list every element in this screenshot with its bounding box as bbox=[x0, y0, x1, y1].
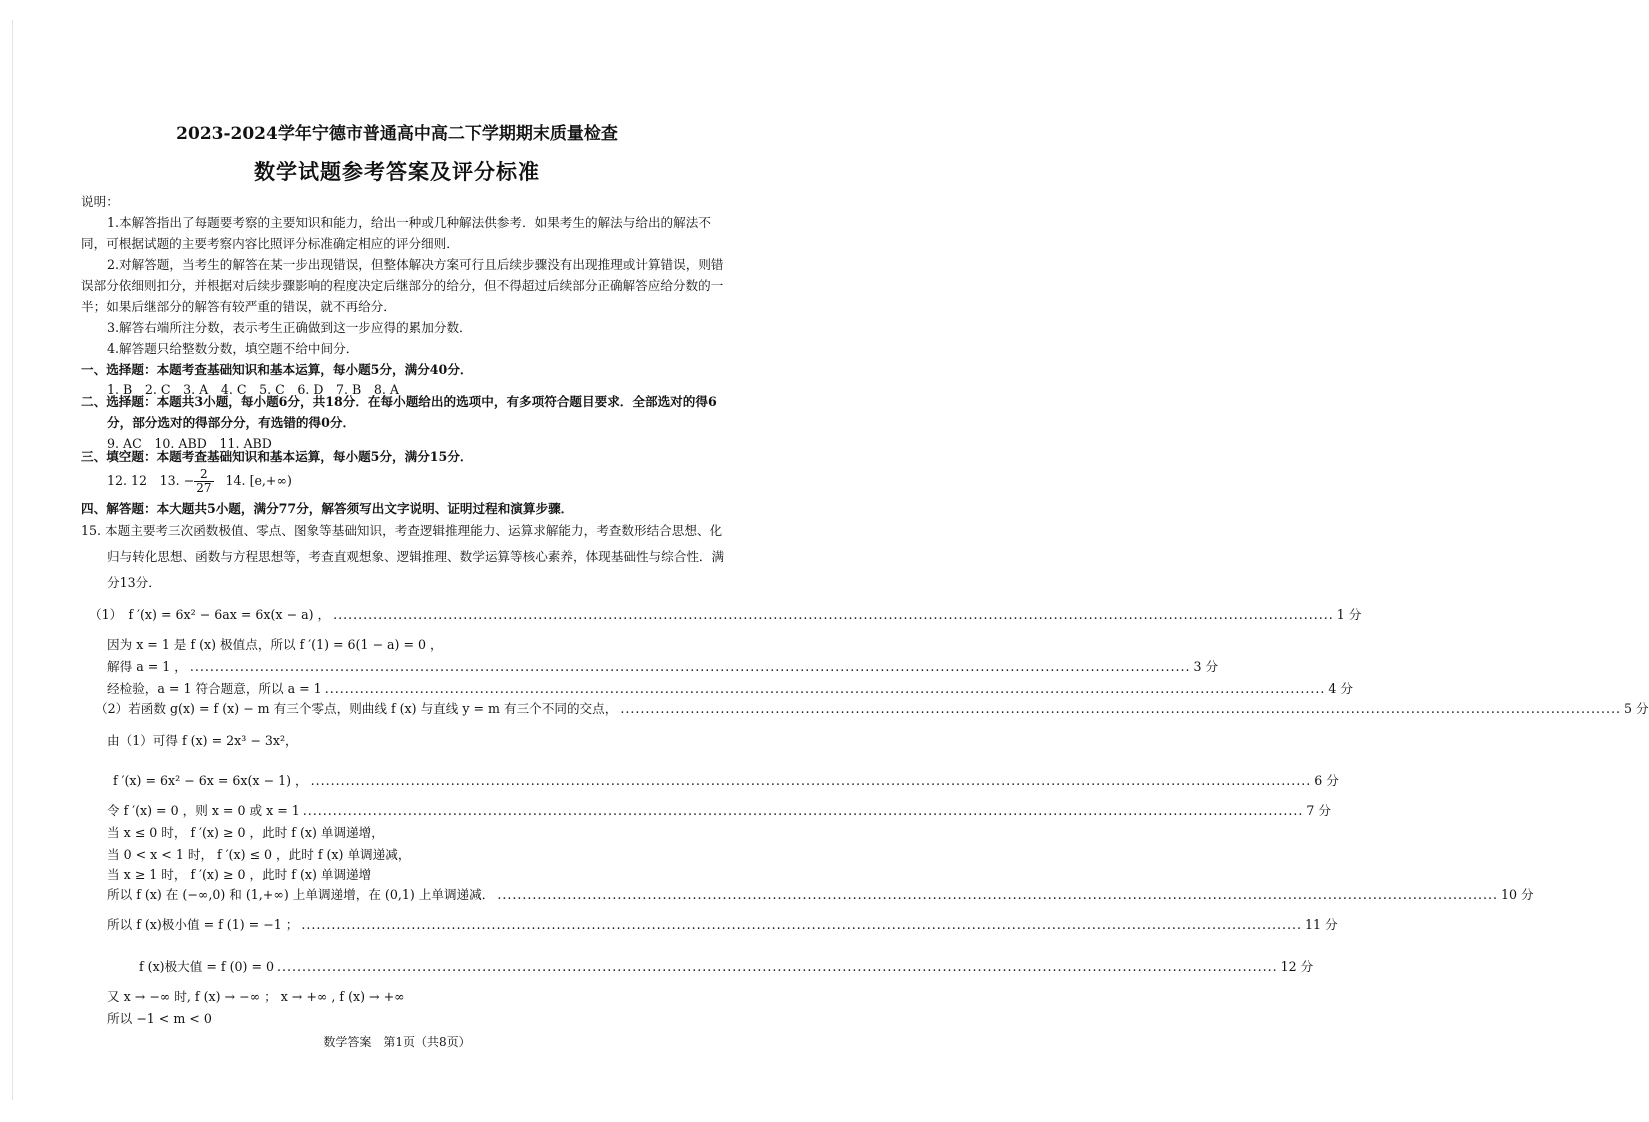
section-1-title bbox=[81, 359, 727, 380]
note-4: 4.解答题只给整数分数，填空题不给中间分． bbox=[107, 341, 359, 356]
leader-dots: ........................................................................................................................................................................................................ bbox=[277, 959, 1278, 974]
note-3: 3.解答右端所注分数，表示考生正确做到这一步应得的累加分数． bbox=[107, 320, 472, 335]
q15-step-text: 当 x ≥ 1 时， f ′(x) ≥ 0 ，此时 f (x) 单调递增 bbox=[107, 867, 372, 882]
section-3-title-text: 三、填空题：本题考查基础知识和基本运算，每小题5分，满分15分． bbox=[81, 449, 473, 464]
q15-step-4 bbox=[107, 680, 1353, 698]
step-score: 7 分 bbox=[1306, 803, 1332, 818]
leader-dots: ........................................................................................................................................................................................................ bbox=[301, 917, 1302, 932]
answer-12-13: 12. 12 13. − bbox=[107, 473, 195, 488]
step-score: 4 分 bbox=[1328, 681, 1353, 696]
step-score: 5 分 bbox=[1623, 701, 1649, 716]
note-2: 2.对解答题，当考生的解答在某一步出现错误，但整体解决方案可行且后续步骤没有出现推理或计算错误，则错误部分依细则扣分，并根据对后续步骤影响的程度决定后继部分的给分，但不得超过后续部分正确解答应给分数的一半；如果后继部分的解答有较严重的错误，就不再给分． bbox=[81, 257, 724, 314]
q15-step-8 bbox=[107, 802, 1332, 820]
q15-intro bbox=[81, 518, 727, 596]
step-score: 6 分 bbox=[1314, 773, 1339, 788]
q15-step-11 bbox=[107, 866, 720, 884]
q15-step-1 bbox=[89, 606, 1362, 624]
exam-title: 2023-2024学年宁德市普通高中高二下学期期末质量检查 bbox=[176, 124, 618, 144]
q15-step-15 bbox=[107, 988, 720, 1006]
document-subtitle: 数学试题参考答案及评分标准 bbox=[254, 159, 540, 184]
step-score: 3 分 bbox=[1193, 659, 1219, 674]
section-4-title bbox=[81, 498, 727, 519]
q15-step-text: （2）若函数 g(x) = f (x) − m 有三个零点，则曲线 f (x) 与直线 y = m 有三个不同的交点， bbox=[95, 701, 618, 716]
q15-step-text: 当 x ≤ 0 时， f ′(x) ≥ 0 ，此时 f (x) 单调递增， bbox=[107, 825, 384, 840]
q15-step-7 bbox=[113, 772, 1339, 790]
q15-intro-text: 15. 本题主要考三次函数极值、零点、图象等基础知识，考查逻辑推理能力、运算求解能力，考查数形结合思想、化归与转化思想、函数与方程思想等，考查直观想象、逻辑推理、数学运算等核心素养，体现基础性与综合性．满分13分． bbox=[81, 523, 725, 590]
q15-step-14 bbox=[139, 958, 1314, 976]
q15-step-12 bbox=[107, 886, 1534, 904]
q15-step-10 bbox=[107, 846, 720, 864]
page-footer: 数学答案 第1页（共8页） bbox=[323, 1035, 471, 1049]
section-2-title bbox=[81, 391, 727, 433]
q15-step-6 bbox=[107, 732, 720, 750]
q15-step-text: 所以 −1 < m < 0 bbox=[107, 1011, 212, 1026]
leader-dots: ........................................................................................................................................................................................................ bbox=[497, 887, 1498, 902]
answer-13-fraction bbox=[194, 468, 213, 495]
q15-step-9 bbox=[107, 824, 720, 842]
leader-dots: ........................................................................................................................................................................................................ bbox=[333, 607, 1334, 622]
leader-dots: ........................................................................................................................................................................................................ bbox=[620, 701, 1621, 716]
q15-step-text: 所以 f (x)极小值 = f (1) = −1 ； bbox=[107, 917, 299, 932]
step-score: 10 分 bbox=[1500, 887, 1534, 902]
q15-step-2 bbox=[107, 636, 720, 654]
section-4-title-text: 四、解答题：本大题共5小题，满分77分，解答须写出文字说明、证明过程和演算步骤． bbox=[81, 501, 574, 516]
q15-step-13 bbox=[107, 916, 1338, 934]
q15-step-text: 当 0 < x < 1 时， f ′(x) ≤ 0 ，此时 f (x) 单调递减， bbox=[107, 847, 411, 862]
fraction-numerator: 2 bbox=[194, 468, 213, 482]
q15-step-3 bbox=[107, 658, 1219, 676]
note-1: 1.本解答指出了每题要考察的主要知识和能力，给出一种或几种解法供参考．如果考生的解法与给出的解法不同，可根据试题的主要考察内容比照评分标准确定相应的评分细则． bbox=[81, 215, 711, 251]
step-score: 12 分 bbox=[1280, 959, 1314, 974]
leader-dots: ........................................................................................................................................................................................................ bbox=[310, 773, 1312, 788]
section-3-answers bbox=[107, 466, 292, 496]
q15-step-text: f ′(x) = 6x² − 6x = 6x(x − 1) ， bbox=[113, 773, 308, 788]
q15-step-5 bbox=[95, 700, 1649, 718]
q15-step-text: （1） f ′(x) = 6x² − 6ax = 6x(x − a) ， bbox=[89, 607, 331, 622]
section-1-title-text: 一、选择题：本题考查基础知识和基本运算，每小题5分，满分40分． bbox=[81, 362, 473, 377]
q15-step-text: 所以 f (x) 在 (−∞,0) 和 (1,+∞) 上单调递增，在 (0,1) 上单调递减． bbox=[107, 887, 495, 902]
fraction-denominator: 27 bbox=[196, 481, 212, 495]
section-3-title bbox=[81, 446, 727, 467]
q15-step-16 bbox=[107, 1010, 720, 1028]
answer-14: 14. [e,+∞) bbox=[225, 473, 292, 488]
section-2-title-text: 二、选择题：本题共3小题，每小题6分，共18分．在每小题给出的选项中，有多项符合题目要求．全部选对的得6分，部分选对的得部分分，有选错的得0分． bbox=[81, 394, 717, 430]
q15-step-text: 由（1）可得 f (x) = 2x³ − 3x²， bbox=[107, 733, 298, 748]
leader-dots: ........................................................................................................................................................................................................ bbox=[302, 803, 1304, 818]
notes-label: 说明： bbox=[81, 194, 119, 209]
q15-step-text: 经检验，a = 1 符合题意，所以 a = 1 bbox=[107, 681, 322, 696]
step-score: 1 分 bbox=[1336, 607, 1362, 622]
section-1-answers: 1. B 2. C 3. A 4. C 5. C 6. D 7. B 8. A bbox=[107, 382, 400, 397]
q15-step-text: 令 f ′(x) = 0 ，则 x = 0 或 x = 1 bbox=[107, 803, 300, 818]
q15-step-text: 因为 x = 1 是 f (x) 极值点，所以 f ′(1) = 6(1 − a) = 0 ， bbox=[107, 637, 443, 652]
q15-step-text: 解得 a = 1 ， bbox=[107, 659, 187, 674]
q15-step-text: 又 x → −∞ 时, f (x) → −∞ ； x → +∞ , f (x) → +∞ bbox=[107, 989, 405, 1004]
q15-step-text: f (x)极大值 = f (0) = 0 bbox=[139, 959, 275, 974]
step-score: 11 分 bbox=[1305, 917, 1338, 932]
section-2-answers: 9. AC 10. ABD 11. ABD bbox=[107, 436, 272, 451]
leader-dots: ........................................................................................................................................................................................................ bbox=[189, 659, 1191, 674]
leader-dots: ........................................................................................................................................................................................................ bbox=[324, 681, 1326, 696]
